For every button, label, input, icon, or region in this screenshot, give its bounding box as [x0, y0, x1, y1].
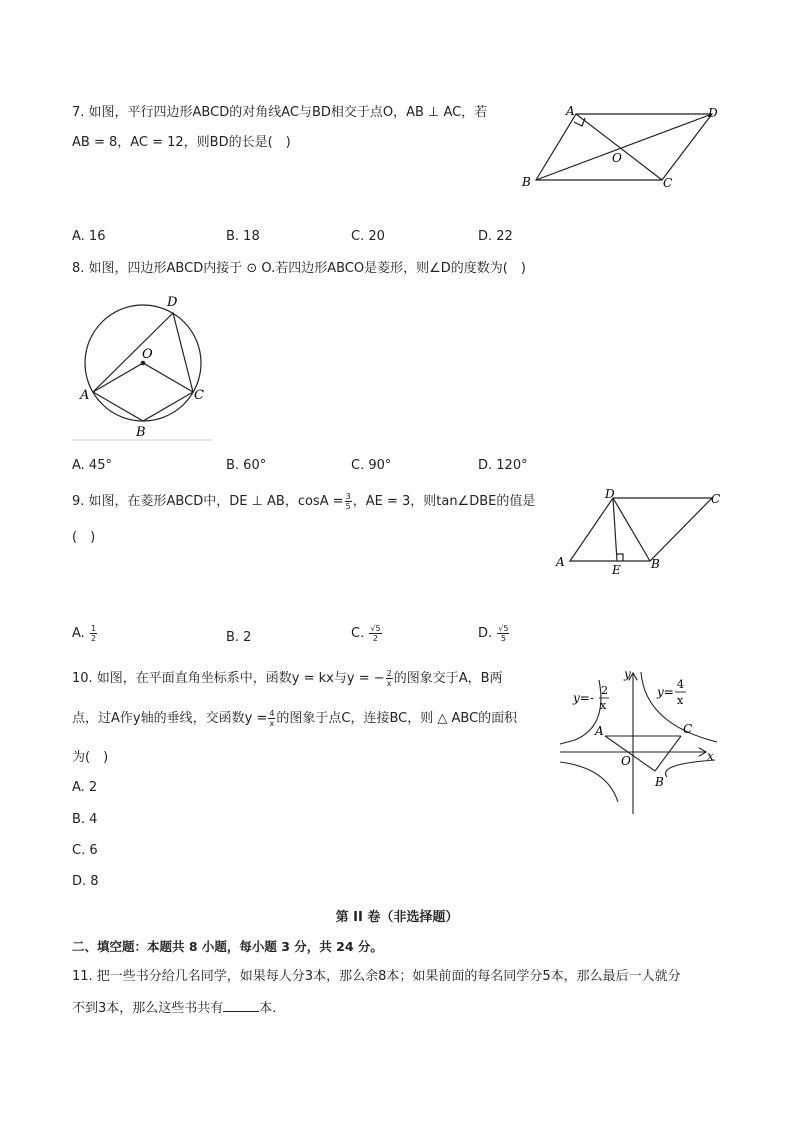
q8-label-d: D — [167, 295, 178, 310]
q10-left-eq-den: x — [600, 699, 607, 712]
q8-label-c: C — [194, 388, 204, 403]
q10-label-c: C — [683, 722, 693, 736]
q9-label-c: C — [711, 492, 721, 506]
q9-line1-a: 9. 如图，在菱形ABCD中，DE ⊥ AB，cosA = — [72, 494, 344, 509]
q8-label-o: O — [142, 347, 153, 362]
q10-option-a: A. 2 — [72, 780, 98, 795]
q9-label-a: A — [556, 555, 565, 569]
q7-option-c: C. 20 — [351, 229, 385, 244]
q10-right-eq-label: y= — [657, 685, 674, 699]
q9-option-a: A. $\frac{1}{2}$ — [72, 624, 97, 643]
q7-label-o: O — [612, 151, 622, 165]
q9-line2: ( ) — [72, 530, 96, 545]
q9-line1 — [72, 487, 535, 517]
section-title: 第 II 卷（非选择题） — [335, 910, 459, 925]
q9-rhombus — [570, 498, 712, 561]
q7-parallelogram-figure — [510, 100, 730, 195]
q8-option-a: A. 45° — [72, 458, 112, 473]
q10-left-eq-label: y=- — [573, 691, 594, 705]
q10-right-eq-num: 4 — [677, 678, 684, 691]
q9-segment-db — [613, 498, 650, 561]
q9-option-c: C. $\frac{√5}{2}$ — [351, 624, 381, 643]
q9-cos-num: 3 — [345, 492, 351, 501]
q10-option-c: C. 6 — [72, 843, 98, 858]
q9-option-b: B. 2 — [226, 630, 252, 645]
q10-label-y: y — [624, 667, 631, 681]
q9-label-d: D — [605, 487, 615, 501]
q10-line1: 10. 如图，在平面直角坐标系中，函数y = kx与y = − $\frac{2}{x}$ 的图象交于A，B两 — [72, 669, 503, 688]
q10-option-d: D. 8 — [72, 874, 99, 889]
q7-option-a: A. 16 — [72, 229, 106, 244]
q7-label-a: A — [566, 104, 575, 118]
q7-option-b: B. 18 — [226, 229, 260, 244]
q7-label-b: B — [522, 175, 531, 189]
q10-left-eq-num: 2 — [601, 684, 608, 697]
q9-option-a-fraction: $\frac{1}{2}$ — [90, 624, 97, 643]
q8-label-a: A — [80, 388, 90, 403]
q11-line2: 不到3本，那么这些书共有 本． — [72, 994, 285, 1024]
q8-circle-figure — [72, 290, 222, 442]
q7-label-d: D — [708, 106, 718, 120]
q9-segment-de — [613, 498, 617, 561]
q9-label-b: B — [651, 557, 660, 571]
q9-rhombus-figure — [550, 485, 730, 577]
q10-fraction-2-over-x: $\frac{2}{x}$ — [386, 669, 392, 688]
q10-label-x: x — [707, 749, 714, 763]
q7-label-c: C — [663, 176, 673, 190]
q7-diagonal-ac — [576, 114, 662, 180]
q10-line3: 为( ) — [72, 750, 109, 765]
q8-option-d: D. 120° — [478, 458, 528, 473]
q7-diagonal-bd — [536, 114, 712, 180]
q10-option-b: B. 4 — [72, 812, 98, 827]
q9-label-e: E — [612, 563, 621, 577]
q10-right-eq-den: x — [677, 694, 684, 707]
q10-label-a: A — [595, 724, 604, 738]
q8-option-c: C. 90° — [351, 458, 392, 473]
section-heading: 二、填空题：本题共 8 小题，每小题 3 分，共 24 分。 — [72, 939, 383, 954]
q10-graph-figure — [555, 662, 725, 817]
q10-label-b: B — [655, 775, 664, 789]
q7-option-d: D. 22 — [478, 229, 513, 244]
q11-line1: 11. 把一些书分给几名同学，如果每人分3本，那么余8本；如果前面的每名同学分5本，那么最后一人就分 — [72, 969, 681, 984]
q8-label-b: B — [136, 425, 146, 440]
q7-line2: AB = 8，AC = 12，则BD的长是( ) — [72, 135, 291, 150]
q10-label-o: O — [621, 754, 631, 768]
q10-line2: 点，过A作y轴的垂线，交函数y = $\frac{4}{x}$ 的图象于点C，连接BC，则 △ ABC的面积 — [72, 709, 518, 728]
q7-line1: 7. 如图，平行四边形ABCD的对角线AC与BD相交于点O，AB ⊥ AC，若 — [72, 105, 488, 120]
q8-option-b: B. 60° — [226, 458, 267, 473]
q11-answer-blank[interactable] — [223, 997, 259, 1012]
q9-cos-fraction — [345, 492, 352, 511]
q8-line1: 8. 如图，四边形ABCD内接于 ⊙ O.若四边形ABCO是菱形，则∠D的度数为( ) — [72, 261, 526, 276]
q9-option-d: D. $\frac{√5}{5}$ — [478, 624, 509, 643]
q9-option-d-fraction: $\frac{√5}{5}$ — [498, 624, 509, 643]
q9-option-c-fraction: $\frac{√5}{2}$ — [370, 624, 381, 643]
q9-line1-b: ，AE = 3，则tan∠DBE的值是 — [352, 494, 536, 509]
q10-curve-pos-lower-left — [560, 762, 618, 802]
q10-fraction-4-over-x: $\frac{4}{x}$ — [269, 709, 275, 728]
q9-cos-den: 5 — [345, 502, 351, 511]
q8-quadrilateral-abcd — [93, 313, 193, 421]
